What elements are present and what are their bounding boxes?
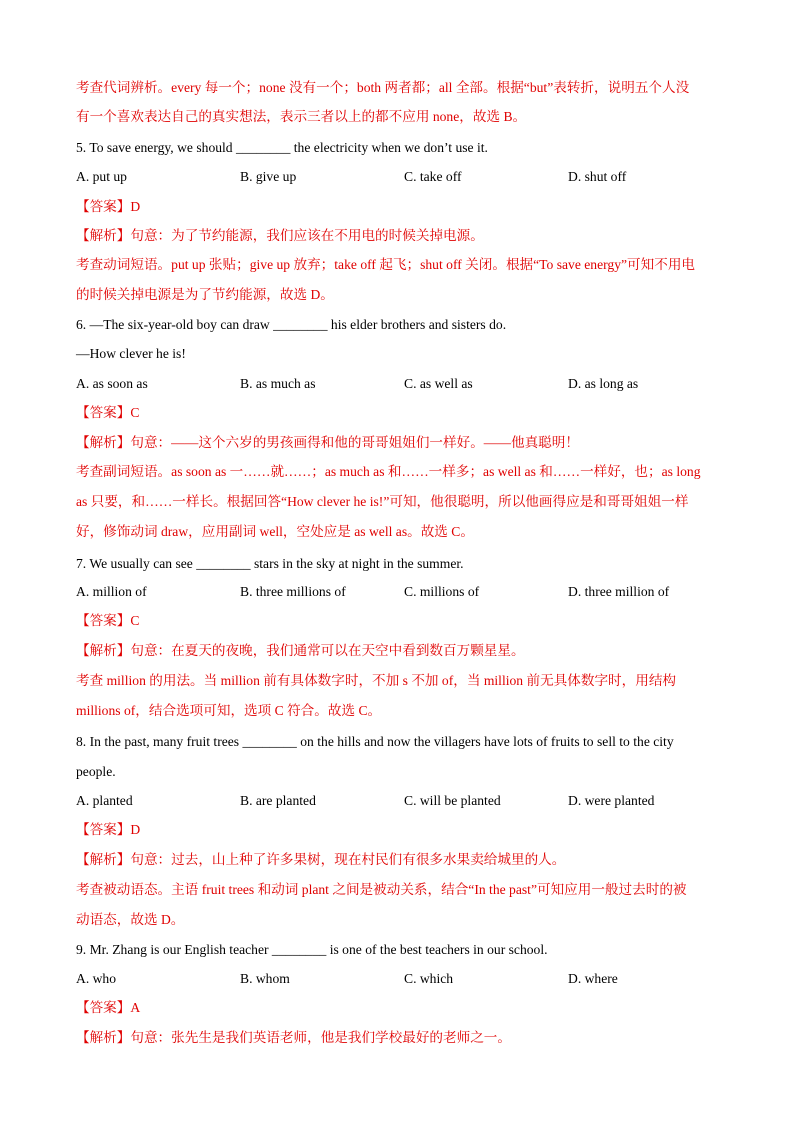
q6-option-b: B. as much as: [240, 376, 316, 391]
q9-option-a: A. who: [76, 971, 117, 986]
q7-explanation-line: 考查 million 的用法。当 million 前有具体数字时，不加 s 不加 of，当 million 前无具体数字时，用结构: [76, 673, 677, 688]
q5-answer: 【答案】D: [76, 199, 141, 214]
q9-option-c: C. which: [404, 971, 454, 986]
q6-analysis: 【解析】句意：——这个六岁的男孩画得和他的哥哥姐姐们一样好。——他真聪明！: [76, 435, 579, 450]
question-8-stem-cont: people.: [76, 764, 116, 779]
q5-option-d: D. shut off: [568, 169, 627, 184]
q5-option-a: A. put up: [76, 169, 127, 184]
q9-option-d: D. where: [568, 971, 618, 986]
q8-option-d: D. were planted: [568, 793, 655, 808]
q7-analysis: 【解析】句意：在夏天的夜晚，我们通常可以在天空中看到数百万颗星星。: [76, 643, 525, 658]
q8-explanation-line: 动语态，故选 D。: [76, 912, 185, 927]
q7-option-b: B. three millions of: [240, 584, 346, 599]
q6-explanation-line: 考查副词短语。as soon as 一……就……；as much as 和……一样多；as well as 和……一样好，也；as long: [76, 464, 701, 479]
q6-answer: 【答案】C: [76, 405, 140, 420]
q5-option-b: B. give up: [240, 169, 297, 184]
q6-explanation-line: 好，修饰动词 draw，应用副词 well，空处应是 as well as。故选 C。: [76, 524, 474, 539]
q8-option-a: A. planted: [76, 793, 133, 808]
question-6-stem: 6. —The six-year-old boy can draw ________ his elder brothers and sisters do.: [76, 317, 507, 332]
prev-explanation-line: 有一个喜欢表达自己的真实想法，表示三者以上的都不应用 none，故选 B。: [76, 109, 527, 124]
q6-explanation-line: as 只要，和……一样长。根据回答“How clever he is!”可知，他很聪明，所以他画得应是和哥哥姐姐一样: [76, 494, 689, 509]
q8-explanation-line: 考查被动语态。主语 fruit trees 和动词 plant 之间是被动关系，结合“In the past”可知应用一般过去时的被: [76, 882, 687, 897]
q7-option-d: D. three million of: [568, 584, 670, 599]
q7-answer: 【答案】C: [76, 613, 140, 628]
q5-analysis: 【解析】句意：为了节约能源，我们应该在不用电的时候关掉电源。: [76, 228, 484, 243]
q6-option-c: C. as well as: [404, 376, 473, 391]
q5-option-c: C. take off: [404, 169, 462, 184]
q7-option-a: A. million of: [76, 584, 147, 599]
question-8-stem: 8. In the past, many fruit trees ________ on the hills and now the villagers have lots of fruits to sell to the city: [76, 734, 674, 749]
q9-answer: 【答案】A: [76, 1000, 141, 1015]
q9-option-b: B. whom: [240, 971, 290, 986]
q5-explanation-line: 的时候关掉电源是为了节约能源，故选 D。: [76, 287, 334, 302]
question-5-stem: 5. To save energy, we should ________ the electricity when we don’t use it.: [76, 140, 488, 155]
q7-explanation-line: millions of，结合选项可知，选项 C 符合。故选 C。: [76, 703, 382, 718]
q8-option-c: C. will be planted: [404, 793, 501, 808]
q5-explanation-line: 考查动词短语。put up 张贴；give up 放弃；take off 起飞；shut off 关闭。根据“To save energy”可知不用电: [76, 257, 696, 272]
question-9-stem: 9. Mr. Zhang is our English teacher ________ is one of the best teachers in our school.: [76, 942, 548, 957]
q6-option-d: D. as long as: [568, 376, 639, 391]
prev-explanation-line: 考查代词辨析。every 每一个；none 没有一个；both 两者都；all 全部。根据“but”表转折，说明五个人没: [76, 80, 690, 95]
q9-analysis: 【解析】句意：张先生是我们英语老师，他是我们学校最好的老师之一。: [76, 1030, 511, 1045]
q8-option-b: B. are planted: [240, 793, 316, 808]
question-7-stem: 7. We usually can see ________ stars in the sky at night in the summer.: [76, 556, 464, 571]
q8-answer: 【答案】D: [76, 822, 141, 837]
question-6-stem-reply: —How clever he is!: [76, 346, 186, 361]
q6-option-a: A. as soon as: [76, 376, 148, 391]
q7-option-c: C. millions of: [404, 584, 480, 599]
q8-analysis: 【解析】句意：过去，山上种了许多果树，现在村民们有很多水果卖给城里的人。: [76, 852, 566, 867]
